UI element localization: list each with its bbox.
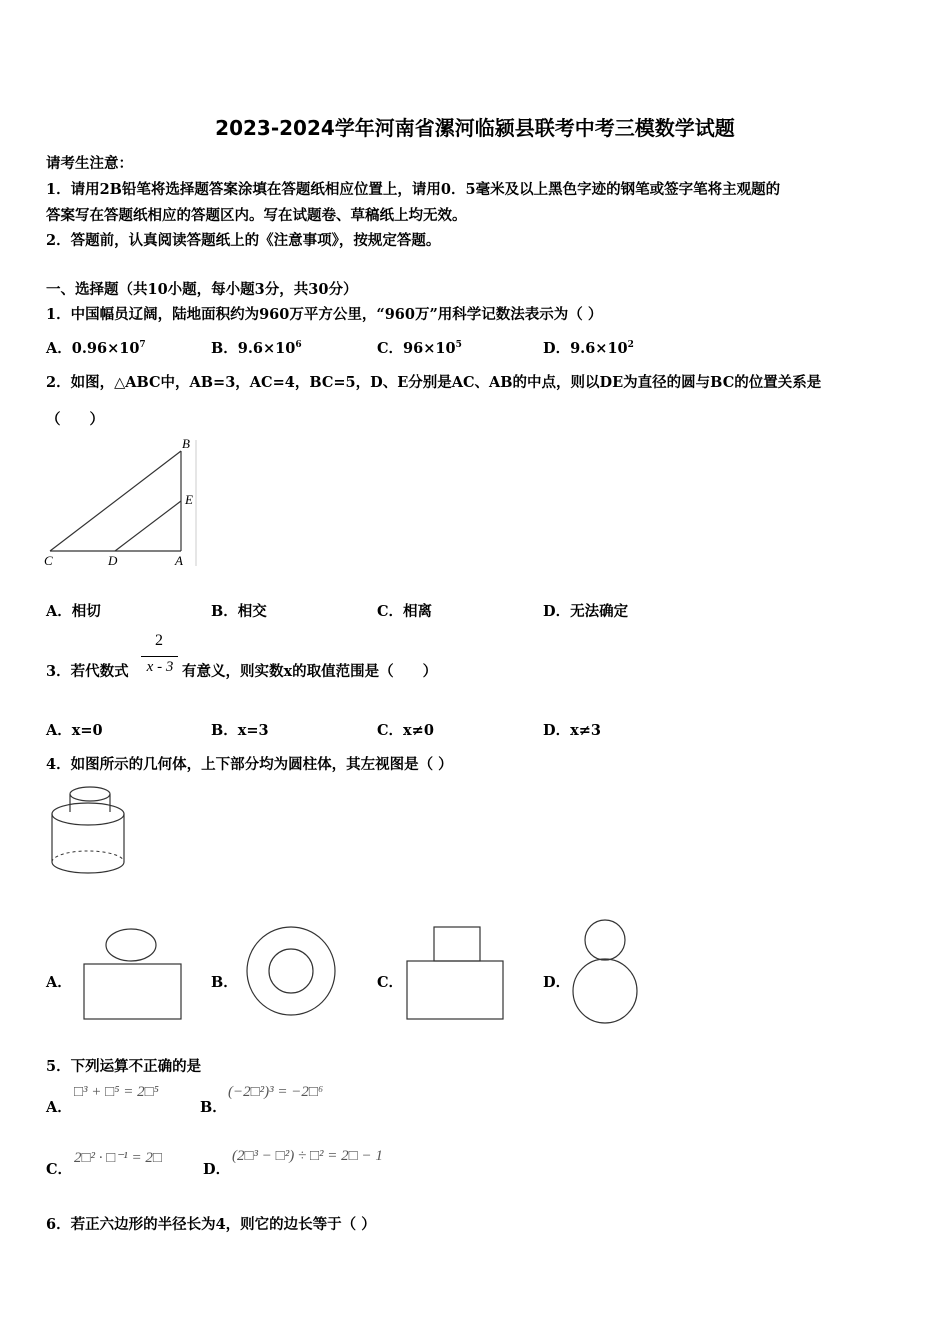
q5-option-d-expr: (2□³ − □²) ÷ □² = 2□ − 1 bbox=[232, 1148, 383, 1164]
exponent: 5 bbox=[455, 340, 462, 351]
view-b-concentric-circles bbox=[244, 922, 340, 1022]
q5-stem: 5．下列运算不正确的是 bbox=[46, 1058, 202, 1075]
q2-stem: 2．如图，△ABC中，AB=3，AC=4，BC=5，D、E分别是AC、AB的中点，则以DE为直径的圆与BC的位置关系是 bbox=[46, 374, 822, 391]
q4-option-b: B． bbox=[211, 974, 238, 991]
triangle-figure bbox=[40, 432, 205, 572]
section-heading: 一、选择题（共10小题，每小题3分，共30分） bbox=[46, 281, 358, 298]
q2-option-c: C．相离 bbox=[377, 603, 433, 620]
view-d-stacked-circles bbox=[570, 916, 642, 1028]
q5-option-c-label: C． bbox=[46, 1161, 73, 1178]
view-c-rect-over-rect bbox=[404, 924, 508, 1024]
q4-stem: 4．如图所示的几何体，上下部分均为圆柱体，其左视图是（ ） bbox=[46, 756, 453, 773]
view-a-ellipse-over-rect bbox=[80, 926, 186, 1024]
option-value: 9.6×10 bbox=[570, 340, 628, 357]
q1-option-b bbox=[211, 337, 302, 358]
fraction-bar bbox=[141, 656, 178, 657]
label-E: E bbox=[185, 492, 193, 507]
q1-option-a bbox=[46, 337, 146, 358]
q1-option-c bbox=[377, 337, 462, 358]
q5-option-b-expr: (−2□²)³ = −2□⁶ bbox=[228, 1084, 324, 1100]
q1-option-d bbox=[543, 337, 634, 358]
exponent: 7 bbox=[139, 340, 146, 351]
q3-prefix: 3．若代数式 bbox=[46, 663, 129, 680]
page-title: 2023-2024学年河南省漯河临颍县联考中考三模数学试题 bbox=[215, 116, 735, 140]
cylinder-solid-figure bbox=[44, 782, 134, 882]
option-value: 96×10 bbox=[403, 340, 456, 357]
notice-line-2: 答案写在答题纸相应的答题区内。写在试题卷、草稿纸上均无效。 bbox=[46, 207, 467, 224]
q3-option-c: C．x≠0 bbox=[377, 722, 434, 739]
option-label: D． bbox=[543, 340, 571, 357]
option-label: C． bbox=[377, 340, 404, 357]
q4-option-d: D． bbox=[543, 974, 571, 991]
q3-suffix: 有意义，则实数x的取值范围是（ ） bbox=[182, 663, 438, 680]
q2-option-b: B．相交 bbox=[211, 603, 267, 620]
option-value: 0.96×10 bbox=[71, 340, 140, 357]
q5-option-d-label: D． bbox=[203, 1161, 231, 1178]
q5-option-c-expr: 2□² · □⁻¹ = 2□ bbox=[74, 1150, 162, 1166]
option-label: B． bbox=[211, 340, 238, 357]
notice-heading: 请考生注意： bbox=[46, 155, 133, 172]
exponent: 2 bbox=[627, 340, 634, 351]
notice-line-1: 1．请用2B铅笔将选择题答案涂填在答题纸相应位置上，请用0．5毫米及以上黑色字迹的钢笔或签字笔将主观题的 bbox=[46, 181, 781, 198]
q3-option-d: D．x≠3 bbox=[543, 722, 601, 739]
q4-option-a: A． bbox=[46, 974, 72, 991]
option-value: 9.6×10 bbox=[237, 340, 296, 357]
q2-paren: （ ） bbox=[46, 411, 104, 428]
q5-option-b-label: B． bbox=[200, 1099, 227, 1116]
fraction-numerator: 2 bbox=[155, 632, 163, 649]
exponent: 6 bbox=[295, 340, 302, 351]
q2-option-a: A．相切 bbox=[46, 603, 101, 620]
q5-option-a-expr: □³ + □⁵ = 2□⁵ bbox=[74, 1084, 159, 1100]
label-B: B bbox=[182, 436, 190, 451]
option-label: A． bbox=[46, 340, 72, 357]
notice-line-3: 2．答题前，认真阅读答题纸上的《注意事项》，按规定答题。 bbox=[46, 232, 441, 249]
q3-option-a: A．x=0 bbox=[46, 722, 103, 739]
q3-option-b: B．x=3 bbox=[211, 722, 269, 739]
q6-stem: 6．若正六边形的半径长为4，则它的边长等于（ ） bbox=[46, 1216, 376, 1233]
q4-option-c: C． bbox=[377, 974, 404, 991]
q5-option-a-label: A． bbox=[46, 1099, 72, 1116]
q1-stem: 1．中国幅员辽阔，陆地面积约为960万平方公里，“960万”用科学记数法表示为（ ） bbox=[46, 306, 603, 323]
q2-option-d: D．无法确定 bbox=[543, 603, 629, 620]
label-C: C bbox=[44, 553, 53, 568]
label-A: A bbox=[175, 553, 183, 568]
fraction-denominator: x - 3 bbox=[146, 659, 174, 675]
label-D: D bbox=[108, 553, 118, 568]
